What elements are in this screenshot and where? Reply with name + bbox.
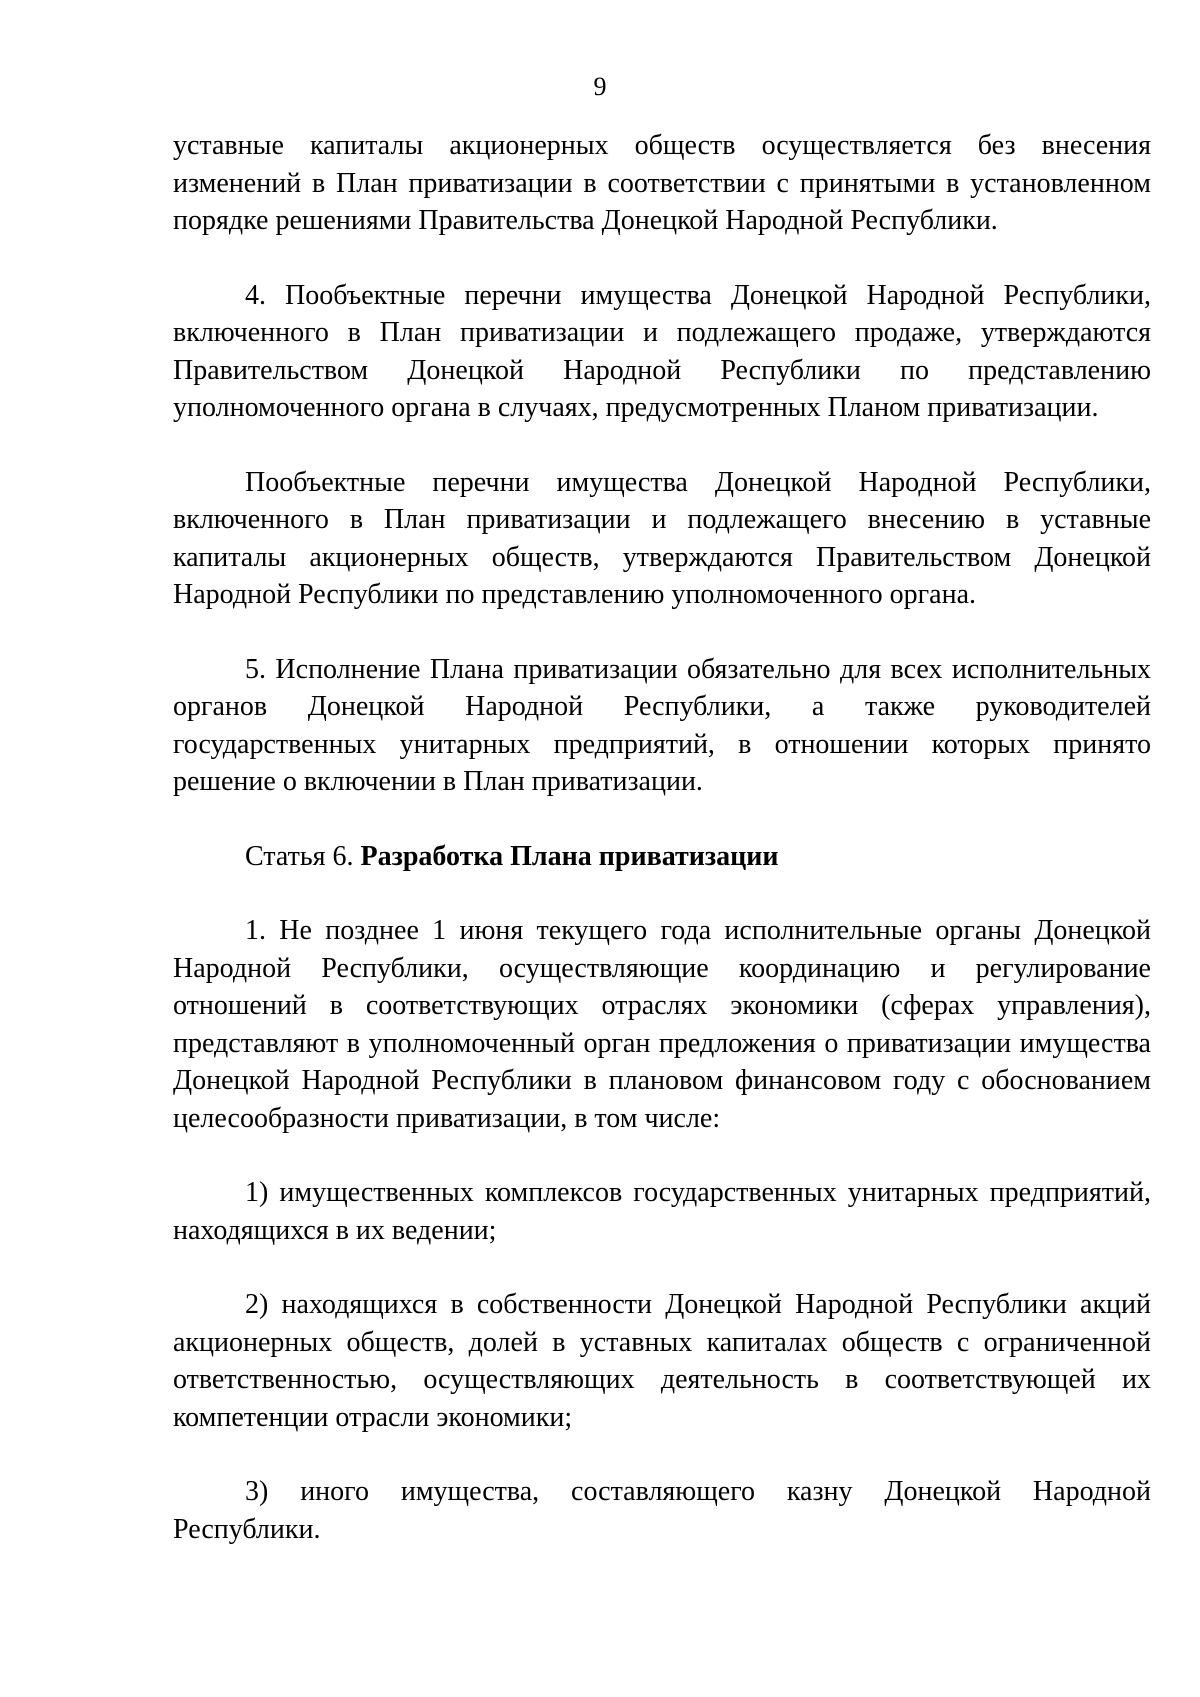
paragraph-continuation: уставные капиталы акционерных обществ осуществляется без внесения изменений в План приватизации в соответствии с принятыми в установленном порядке решениями Правительства Донецкой Народной Республики. [173, 130, 1151, 236]
article-subitem-3: 3) иного имущества, составляющего казну Донецкой Народной Республики. [173, 1476, 1151, 1545]
article-title: Разработка Плана приватизации [360, 840, 779, 872]
article-subitem-2: 2) находящихся в собственности Донецкой Народной Республики акций акционерных обществ, долей в уставных капиталах обществ с ограниченной ответственностью, осуществляющих деятельность в соответствующей их компетенции отрасли экономики; [173, 1289, 1151, 1433]
paragraph-item-4-continued: Пообъектные перечни имущества Донецкой Народной Республики, включенного в План приватизации и подлежащего внесению в уставные капиталы акционерных обществ, утверждаются Правительством Донецкой Народной Республики по представлению уполномоченного органа. [173, 466, 1151, 610]
article-paragraph-1: 1. Не позднее 1 июня текущего года исполнительные органы Донецкой Народной Республики, осуществляющие координацию и регулирование отношений в соответствующих отраслях экономики (сферах управления), представляют в уполномоченный орган предложения о приватизации имущества Донецкой Народной Республики в плановом финансовом году с обоснованием целесообразности приватизации, в том числе: [173, 915, 1151, 1134]
page-number: 9 [593, 72, 607, 101]
document-body [173, 127, 1151, 1585]
paragraph-item-5: 5. Исполнение Плана приватизации обязательно для всех исполнительных органов Донецкой Народной Республики, а также руководителей государственных унитарных предприятий, в отношении которых принято решение о включении в План приватизации. [173, 653, 1151, 797]
article-subitem-1: 1) имущественных комплексов государственных унитарных предприятий, находящихся в их ведении; [173, 1177, 1151, 1246]
paragraph-item-4: 4. Пообъектные перечни имущества Донецкой Народной Республики, включенного в План приватизации и подлежащего продаже, утверждаются Правительством Донецкой Народной Республики по представлению уполномоченного органа в случаях, предусмотренных Планом приватизации. [173, 279, 1151, 423]
article-prefix: Статья 6. [245, 840, 354, 872]
article-heading [173, 838, 1151, 876]
